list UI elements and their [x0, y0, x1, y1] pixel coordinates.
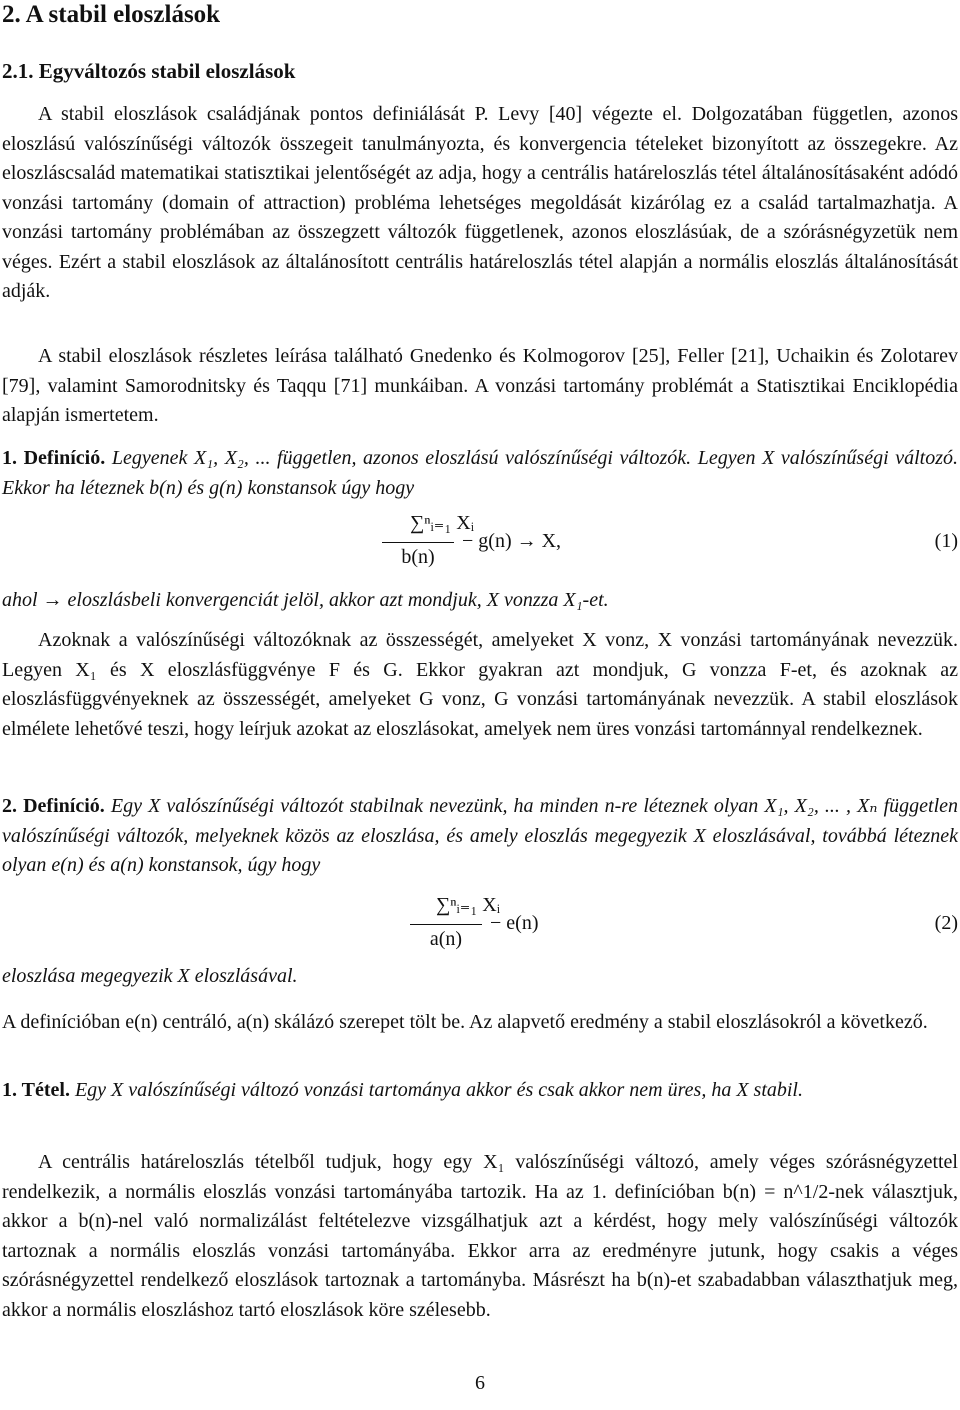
paragraph-3: Azoknak a valószínűségi változóknak az összességét, amelyeket X vonz, X vonzási tartományának nevezzük. Legyen X₁ és X eloszlásfüggvénye F és G. Ekkor gyakran azt mondjuk, G vonzza F-et, és azoknak az eloszlásfüggvényeknek az összességét, amelyeket G vonz, G vonzási tartományának nevezzük. A stabil eloszlások elmélete lehetővé teszi, hogy leírjuk azokat az eloszlásokat, amelyek nem üres vonzási tartománnyal rendelkeznek.: [2, 629, 958, 740]
definition-1-after: ahol → eloszlásbeli konvergenciát jelöl, akkor azt mondjuk, X vonzza X₁-et.: [2, 589, 609, 611]
theorem-1-text: Egy X valószínűségi változó vonzási tartománya akkor és csak akkor nem üres, ha X stabil.: [74, 1079, 803, 1101]
definition-1-label: 1. Definíció.: [2, 447, 106, 469]
paragraph-4: A definícióban e(n) centráló, a(n) skálázó szerepet tölt be. Az alapvető eredmény a stabil eloszlásokról a következő.: [2, 1011, 928, 1033]
eq2-number: (2): [934, 912, 958, 934]
theorem-1: [2, 1076, 958, 1106]
paragraph-5: A centrális határeloszlás tételből tudjuk, hogy egy X₁ valószínűségi változó, amely véges szórásnégyzettel rendelkezik, a normális eloszlás vonzási tartományába tartozik. Ha az 1. definícióban b(n) = n^1/2-nek választjuk, akkor a b(n)-nel való normalizálást feltételezve vizsgálhatjuk azt a kérdést, hogy mely valószínűségi változók tartoznak a normális eloszlás vonzási tartományába. Ekkor arra az eredményre jutunk, hogy csakis a véges szórásnégyzettel rendelkező eloszlások tartoznak a tartományba. Másrészt ha b(n)-et szabadabban választhatjuk meg, akkor a normális eloszláshoz tartó eloszlások köre szélesebb.: [2, 1151, 958, 1321]
eq2-numerator: ∑ⁿᵢ₌₁ Xᵢ: [435, 894, 501, 916]
definition-1-text: Legyenek X₁, X₂, ... független, azonos eloszlású valószínűségi változók. Legyen X valószínűségi változó. Ekkor ha léteznek b(n) és g(n) konstansok úgy hogy: [2, 447, 959, 499]
eq2-tail: − e(n): [490, 912, 539, 934]
eq1-number: (1): [934, 530, 958, 552]
eq1-fraction-line: [382, 542, 454, 543]
theorem-1-label: 1. Tétel.: [2, 1079, 70, 1101]
eq2-denominator: a(n): [429, 928, 463, 950]
paragraph-2: A stabil eloszlások részletes leírása található Gnedenko és Kolmogorov [25], Feller [21], Uchaikin és Zolotarev [79], valamint Samorodnitsky és Taqqu [71] munkáiban. A vonzási tartomány problémát a Statisztikai Enciklopédia alapján ismertetem.: [2, 345, 958, 426]
eq2-fraction-line: [410, 924, 482, 925]
definition-2-after: eloszlása megegyezik X eloszlásával.: [2, 965, 298, 987]
definition-2-label: 2. Definíció.: [2, 795, 105, 817]
page-number: 6: [475, 1372, 485, 1394]
eq1-numerator: ∑ⁿᵢ₌₁ Xᵢ: [409, 512, 475, 534]
eq1-tail: − g(n) → X,: [462, 530, 562, 552]
definition-1: [2, 444, 958, 503]
definition-2: [2, 792, 958, 881]
subsection-title: 2.1. Egyváltozós stabil eloszlások: [2, 59, 296, 83]
definition-2-text: Egy X valószínűségi változót stabilnak nevezünk, ha minden n-re léteznek olyan X₁, X₂, ... , Xₙ független valószínűségi változók, melyeknek közös az eloszlása, és amely eloszlás megegyezik X eloszlásával, továbbá léteznek olyan e(n) és a(n) konstansok, úgy hogy: [2, 795, 958, 876]
eq1-denominator: b(n): [401, 546, 435, 568]
section-title: 2. A stabil eloszlások: [2, 1, 221, 28]
paragraph-1: A stabil eloszlások családjának pontos definiálását P. Levy [40] végezte el. Dolgozatában független, azonos eloszlású valószínűségi változók összegeit tanulmányozta, és konvergencia tételeket bizonyított az összegekre. Az eloszláscsalád matematikai statisztikai jelentőségét az adja, hogy a centrális határeloszlás tétel általánosításaként adódó vonzási tartomány (domain of attraction) probléma lehetséges megoldását kizárólag ez a család tartalmazhatja. A vonzási tartomány problémában az összegzett változók függetlenek, azonos eloszlásúak, de a szórásnégyzetük nem véges. Ezért a stabil eloszlások az általánosított centrális határeloszlás tétel alapján a normális eloszlás általánosítását adják.: [2, 103, 958, 302]
